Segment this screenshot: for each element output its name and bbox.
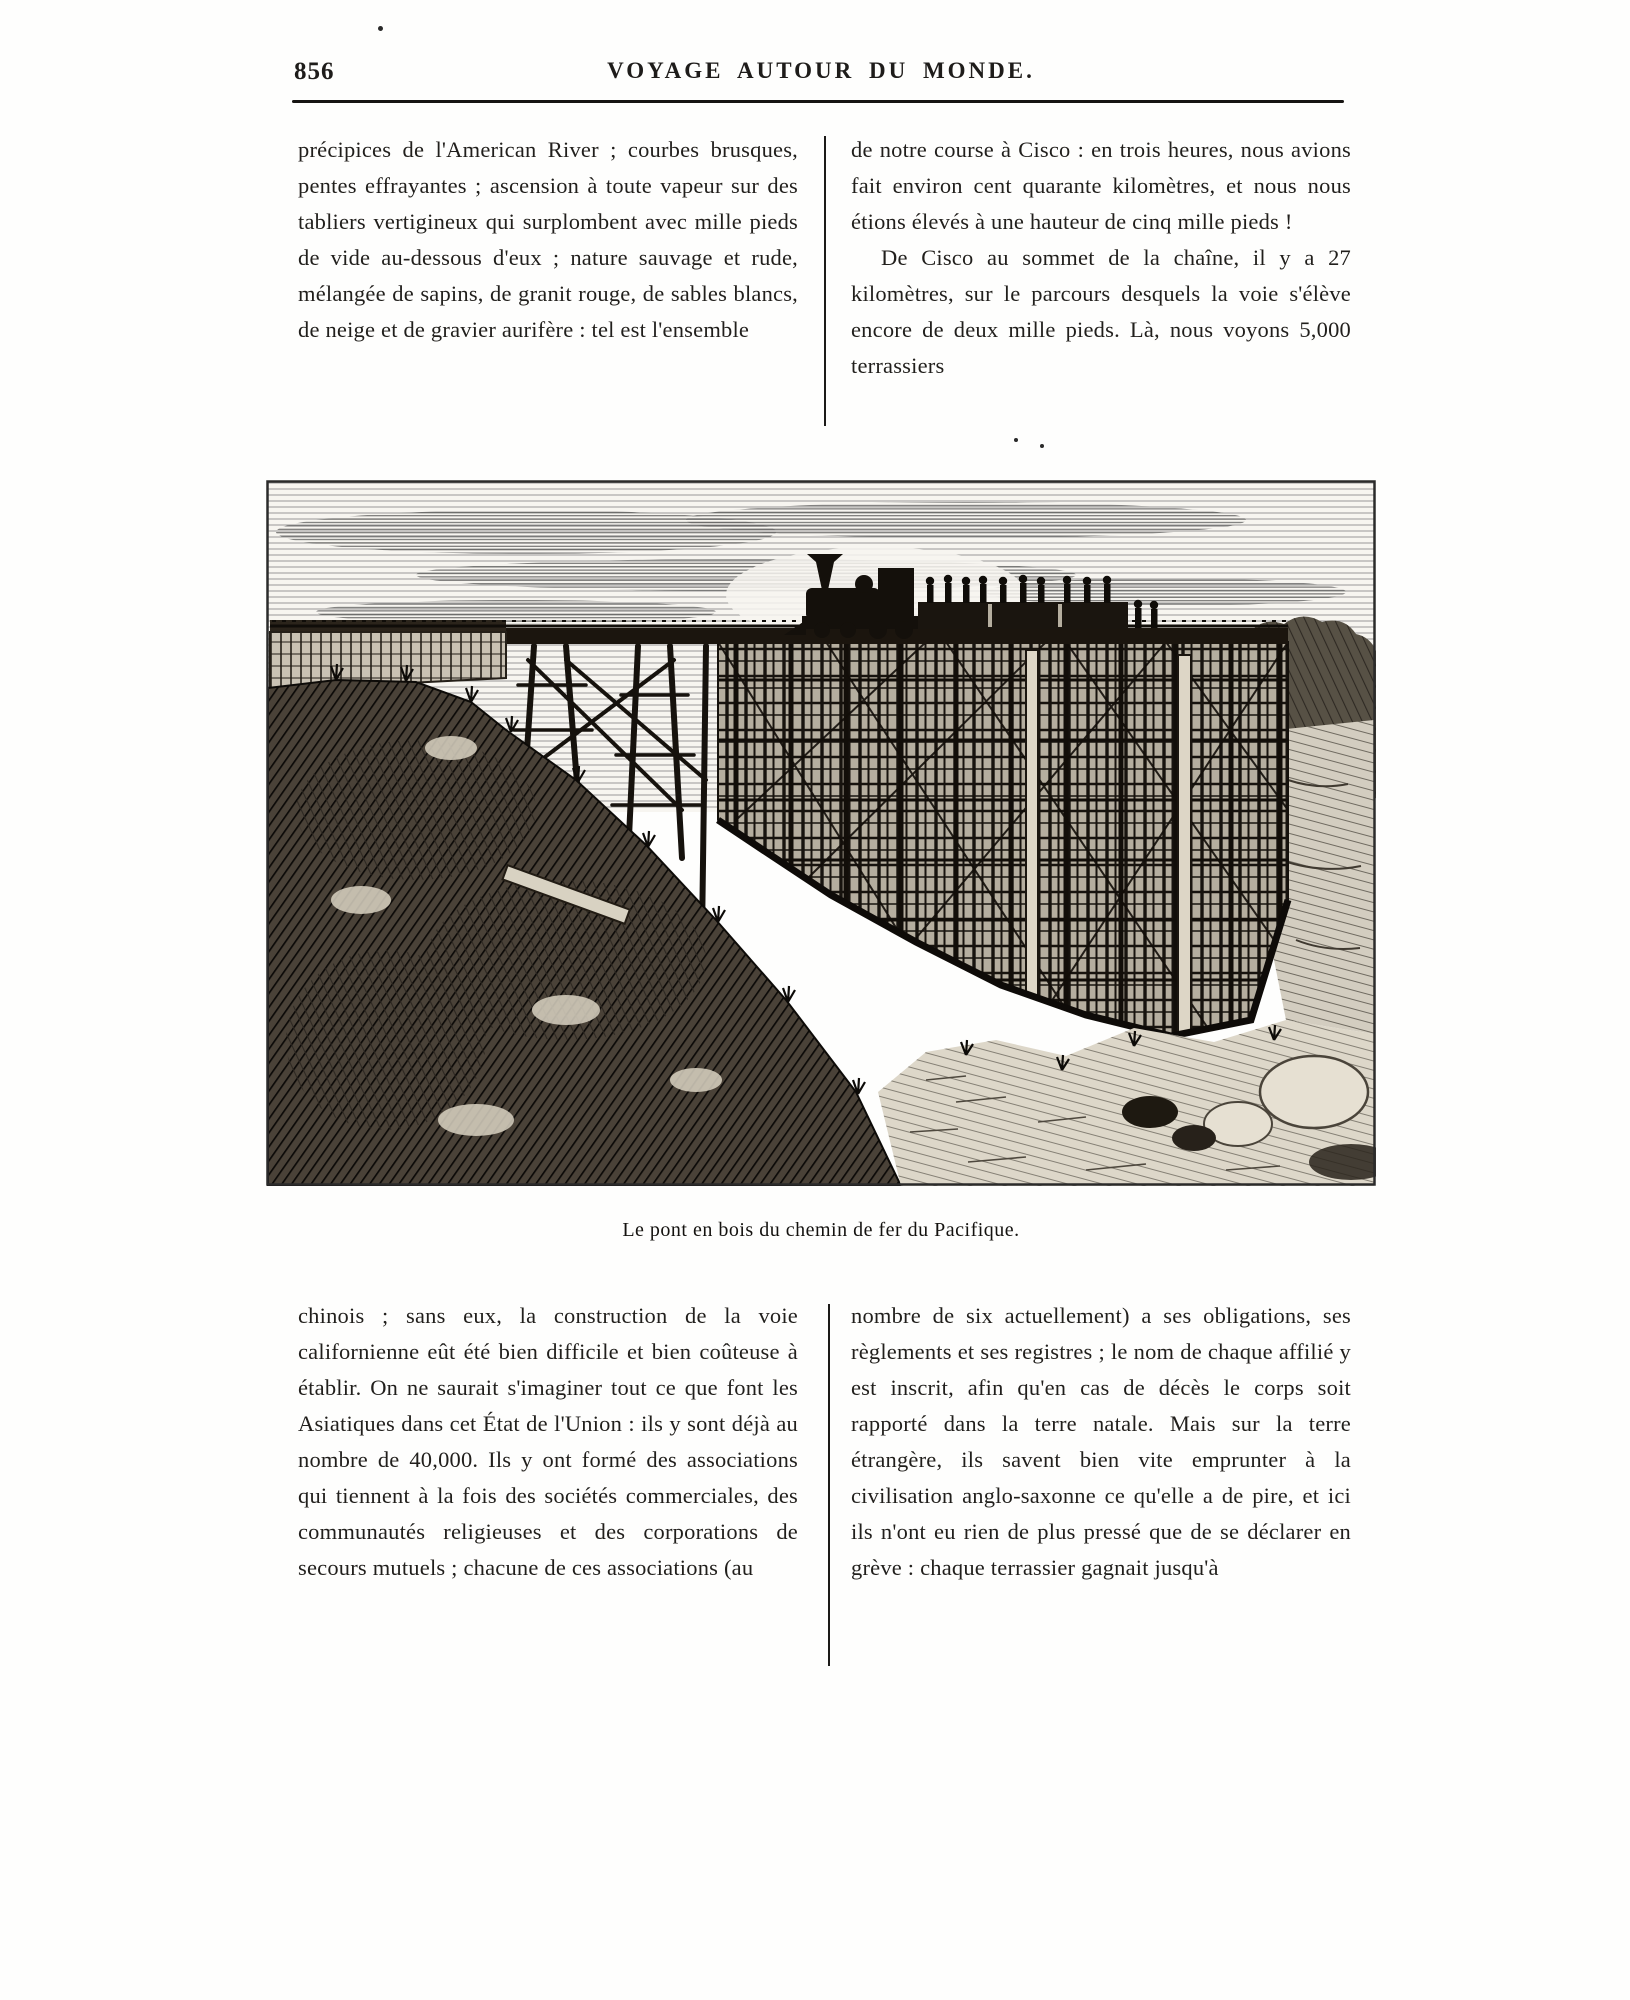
column-top-left xyxy=(298,132,798,432)
paragraph: de notre course à Cisco : en trois heures, nous avions fait environ cent quarante kilomètres, et nous nous étions élevés à une hauteur de cinq mille pieds ! xyxy=(851,137,1351,234)
paragraph: De Cisco au sommet de la chaîne, il y a 27 kilomètres, sur le parcours desquels la voie s'élève encore de deux mille pieds. Là, nous voyons 5,000 terrassiers xyxy=(851,245,1351,378)
ravine-floor xyxy=(878,1020,1376,1186)
boulder xyxy=(1260,1056,1368,1128)
scan-speck xyxy=(378,26,383,31)
header-rule xyxy=(292,100,1344,103)
scan-speck xyxy=(1040,444,1044,448)
column-divider-top xyxy=(824,136,826,426)
bush xyxy=(1172,1125,1216,1151)
paragraph: chinois ; sans eux, la construction de la voie californienne eût été bien difficile et bien coûteuse à établir. On ne saurait s'imaginer tout ce que font les Asiatiques dans cet État de l'Union : ils y sont déjà au nombre de 40,000. Ils y ont formé des associations qui tiennent à la fois des sociétés commerciales, des communautés religieuses et des corporations de secours mutuels ; chacune de ces associations (au xyxy=(298,1303,798,1580)
column-bottom-right xyxy=(851,1298,1351,1666)
page-number: 856 xyxy=(294,58,335,85)
scan-speck xyxy=(1014,438,1018,442)
paragraph: précipices de l'American River ; courbes brusques, pentes effrayantes ; ascension à toute vapeur sur des tabliers vertigineux qui surplombent avec mille pieds de vide au-dessous d'eux ; nature sauvage et rude, mélangée de sapins, de granit rouge, de sables blancs, de neige et de gravier aurifère : tel est l'ensemble xyxy=(298,137,798,342)
bush xyxy=(1122,1096,1178,1128)
column-divider-bottom xyxy=(828,1304,830,1666)
train-cars xyxy=(918,602,1128,629)
illustration-caption: Le pont en bois du chemin de fer du Pacifique. xyxy=(622,1219,1020,1241)
running-title: VOYAGE AUTOUR DU MONDE. xyxy=(607,58,1035,83)
engraving-svg xyxy=(266,480,1376,1186)
column-top-right xyxy=(851,132,1351,432)
column-bottom-left xyxy=(298,1298,798,1666)
trestle-lattice xyxy=(718,640,1288,1045)
engraving-figure xyxy=(266,480,1376,1186)
paragraph: nombre de six actuellement) a ses obligations, ses règlements et ses registres ; le nom de chaque affilié y est inscrit, afin qu'en cas de décès le corps soit rapporté dans la terre natale. Mais sur la terre étrangère, ils savent bien vite emprunter à la civilisation anglo-saxonne ce qu'elle a de pire, et ici ils n'ont eu rien de plus pressé que de se déclarer en grève : chaque terrassier gagnait jusqu'à xyxy=(851,1303,1351,1580)
